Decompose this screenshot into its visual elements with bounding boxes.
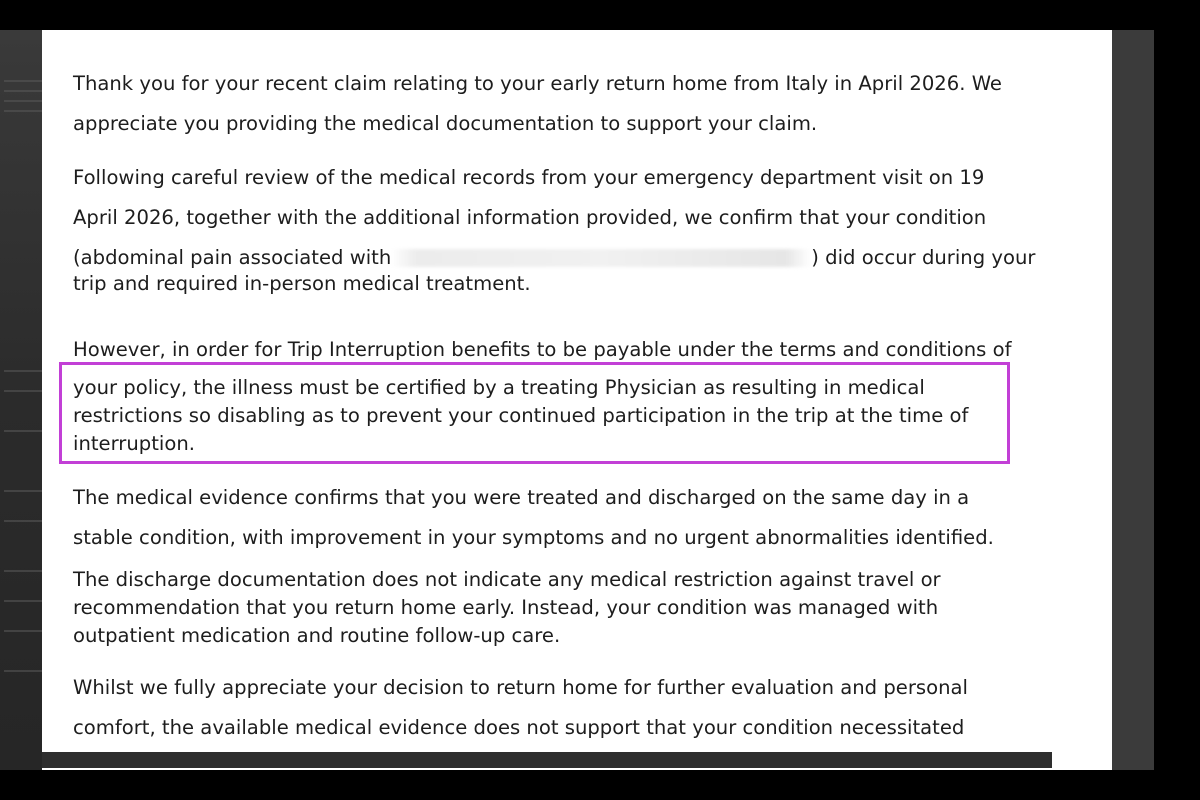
background-text-fragment [4, 600, 42, 602]
paragraph-discharge-documentation [73, 566, 941, 650]
text-line: stable condition, with improvement in your symptoms and no urgent abnormalities identified. [73, 526, 994, 549]
text-line: restrictions so disabling as to prevent your continued participation in the trip at the time of [73, 404, 969, 427]
text-line: April 2026, together with the additional information provided, we confirm that your condition [73, 206, 987, 229]
text-line: The discharge documentation does not indicate any medical restriction against travel or [73, 568, 941, 591]
paragraph-medical-review [73, 158, 1035, 298]
text-line: your policy, the illness must be certified by a treating Physician as resulting in medical [73, 376, 925, 399]
text-fragment: ) did occur during your [811, 246, 1036, 269]
text-line: interruption. [73, 432, 195, 455]
text-line: Following careful review of the medical records from your emergency department visit on 19 [73, 166, 985, 189]
text-line: recommendation that you return home early. Instead, your condition was managed with [73, 596, 939, 619]
background-text-fragment [4, 370, 42, 372]
text-line: However, in order for Trip Interruption benefits to be payable under the terms and conditions of [73, 338, 1012, 361]
redaction-blur [391, 249, 811, 267]
background-text-fragment [4, 80, 42, 82]
text-line: The medical evidence confirms that you were treated and discharged on the same day in a [73, 486, 970, 509]
paragraph-trip-interruption [73, 336, 1012, 364]
text-line: Thank you for your recent claim relating to your early return home from Italy in April 2026. We [73, 72, 1002, 95]
paragraph-claim-thanks [73, 64, 1002, 144]
paragraph-physician-certification [73, 374, 968, 458]
letter-page [42, 30, 1112, 770]
background-document-right [1110, 30, 1154, 770]
text-line: trip and required in-person medical treatment. [73, 272, 531, 295]
page-bottom-shadow [42, 752, 1052, 768]
text-line: appreciate you providing the medical documentation to support your claim. [73, 112, 818, 135]
background-text-fragment [4, 110, 42, 112]
text-line: outpatient medication and routine follow-up care. [73, 624, 561, 647]
background-text-fragment [4, 570, 42, 572]
text-fragment: (abdominal pain associated with [73, 246, 392, 269]
background-text-fragment [4, 90, 42, 92]
background-document-left [0, 30, 46, 770]
background-text-fragment [4, 100, 42, 102]
background-text-fragment [4, 520, 42, 522]
text-line: Whilst we fully appreciate your decision to return home for further evaluation and personal [73, 676, 968, 699]
background-text-fragment [4, 490, 42, 492]
paragraph-decision [73, 668, 968, 748]
text-line: comfort, the available medical evidence does not support that your condition necessitated [73, 716, 965, 739]
background-text-fragment [4, 430, 42, 432]
background-text-fragment [4, 390, 42, 392]
background-text-fragment [4, 630, 42, 632]
paragraph-medical-evidence [73, 478, 994, 558]
background-text-fragment [4, 670, 42, 672]
